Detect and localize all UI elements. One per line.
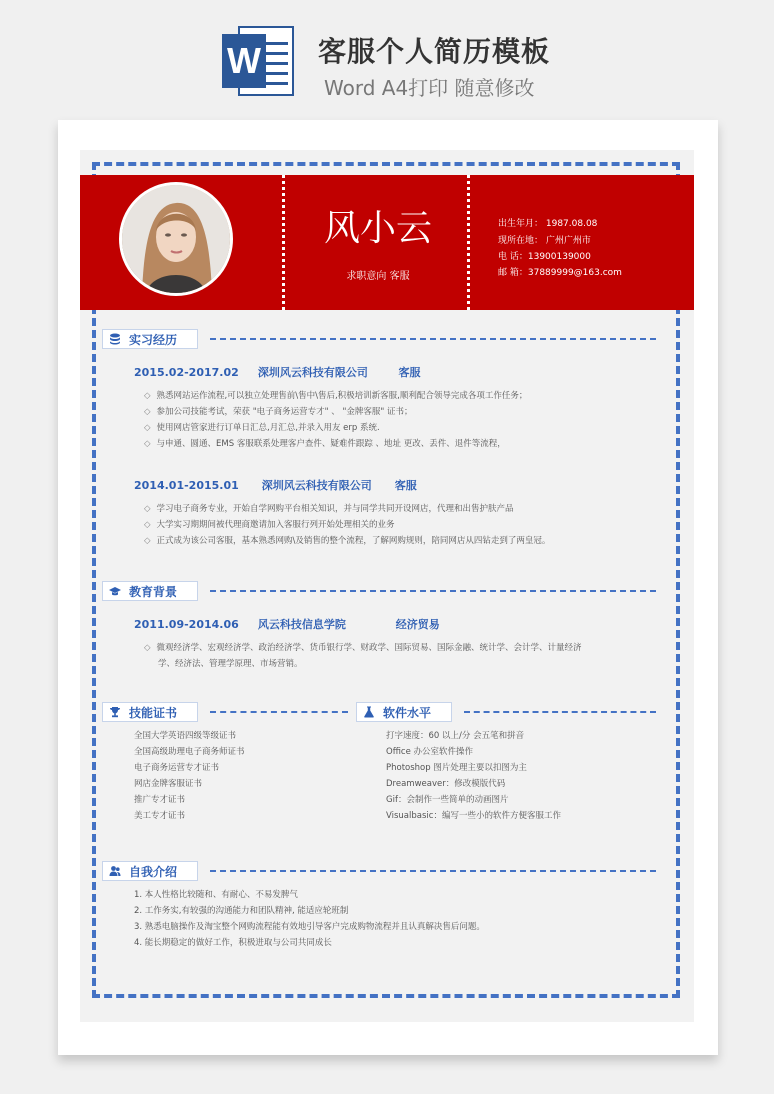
about-item: 4. 能长期稳定的做好工作，积极进取与公司共同成长 [134, 938, 332, 948]
section-experience-label: 实习经历 [129, 332, 178, 347]
section-about-title [102, 861, 198, 881]
cert-item: 全国大学英语四级等级证书 [134, 731, 237, 741]
cert-item: 全国高级助理电子商务师证书 [134, 747, 245, 757]
info-email: 邮 箱：37889999@163.com [498, 268, 622, 278]
job-intent: 求职意向 客服 [346, 271, 410, 282]
candidate-name: 风小云 [323, 208, 432, 249]
database-icon [109, 333, 121, 345]
section-about-line [210, 870, 656, 872]
avatar [119, 182, 233, 296]
page-title: 客服个人简历模板 [318, 35, 551, 68]
software-item: Office 办公室软件操作 [386, 747, 474, 757]
page-subtitle: Word A4打印 随意修改 [324, 76, 535, 100]
job-1-bullet: ◇ 与申通、圆通、EMS 客服联系处理客户查件、疑难件跟踪 、地址 更改、丢件、退件等流程， [144, 439, 506, 449]
info-birth: 出生年月： 1987.08.08 [498, 219, 598, 229]
section-about-label: 自我介绍 [129, 864, 178, 879]
about-item: 3. 熟悉电脑操作及淘宝整个网购流程能有效地引导客户完成购物流程并且认真解决售后问题。 [134, 922, 485, 932]
info-location: 现所在地： 广州广州市 [498, 236, 591, 246]
users-icon [109, 865, 121, 877]
band-divider-left [282, 175, 285, 310]
section-software-line [464, 711, 656, 713]
job-2-bullet: ◇ 大学实习期期间被代理商邀请加入客服行列开始处理相关的业务 [144, 520, 395, 530]
section-certs-line [210, 711, 348, 713]
about-item: 2. 工作务实,有较强的沟通能力和团队精神, 能适应轮班制 [134, 906, 349, 916]
section-education-line [210, 590, 656, 592]
section-education-title [102, 581, 198, 601]
section-software-label: 软件水平 [383, 705, 432, 720]
job-1-bullet: ◇ 参加公司技能考试，荣获 "电子商务运营专才" 、 "金牌客服" 证书； [144, 407, 413, 417]
page-header [0, 0, 774, 118]
software-item: Photoshop 图片处理主要以扣图为主 [386, 763, 527, 773]
job-2-header: 2014.01-2015.01 深圳风云科技有限公司 客服 [134, 479, 417, 492]
software-item: 打字速度：60 以上/分 会五笔和拼音 [386, 731, 525, 741]
section-software-title [356, 702, 452, 722]
cert-item: 电子商务运营专才证书 [134, 763, 220, 773]
trophy-icon [109, 706, 121, 718]
section-certs-title [102, 702, 198, 722]
graduation-cap-icon [109, 585, 121, 597]
job-1-bullet: ◇ 熟悉网站运作流程,可以独立处理售前\售中\售后,积极培训新客服,顺利配合领导完成各项工作任务； [144, 391, 528, 401]
job-2-bullet: ◇ 学习电子商务专业，开始自学网购平台相关知识，并与同学共同开设网店，代理和出售护肤产品 [144, 504, 514, 514]
section-experience-line [210, 338, 656, 340]
education-header: 2011.09-2014.06 风云科技信息学院 经济贸易 [134, 618, 440, 631]
cert-item: 美工专才证书 [134, 811, 186, 821]
section-education-label: 教育背景 [129, 584, 178, 599]
job-1-header: 2015.02-2017.02 深圳风云科技有限公司 客服 [134, 366, 421, 379]
software-item: Visualbasic：编写一些小的软件方便客服工作 [386, 811, 561, 821]
job-2-bullet: ◇ 正式成为该公司客服，基本熟悉网购\及销售的整个流程，了解网购规则，陪同网店从四钻走到了两皇冠。 [144, 536, 551, 546]
job-1-bullet: ◇ 使用网店管家进行订单日汇总,月汇总,并录入用友 erp 系统. [144, 423, 380, 433]
cert-item: 网店金牌客服证书 [134, 779, 203, 789]
flask-icon [363, 706, 375, 718]
section-certs-label: 技能证书 [129, 705, 178, 720]
software-item: Dreamweaver：修改模版代码 [386, 779, 506, 789]
word-letter: W [222, 34, 266, 88]
info-phone: 电 话：13900139000 [498, 252, 591, 262]
section-experience-title [102, 329, 198, 349]
cert-item: 推广专才证书 [134, 795, 186, 805]
education-courses-cont: 学、经济法、管理学原理、市场营销。 [158, 659, 303, 669]
education-courses: ◇ 微观经济学、宏观经济学、政治经济学、货币银行学、财政学、国际贸易、国际金融、统计学、会计学、计量经济 [144, 643, 582, 653]
about-item: 1. 本人性格比较随和、有耐心、不易发脾气 [134, 890, 298, 900]
word-icon [222, 26, 294, 96]
band-divider-right [467, 175, 470, 310]
software-item: Gif：会制作一些简单的动画图片 [386, 795, 509, 805]
